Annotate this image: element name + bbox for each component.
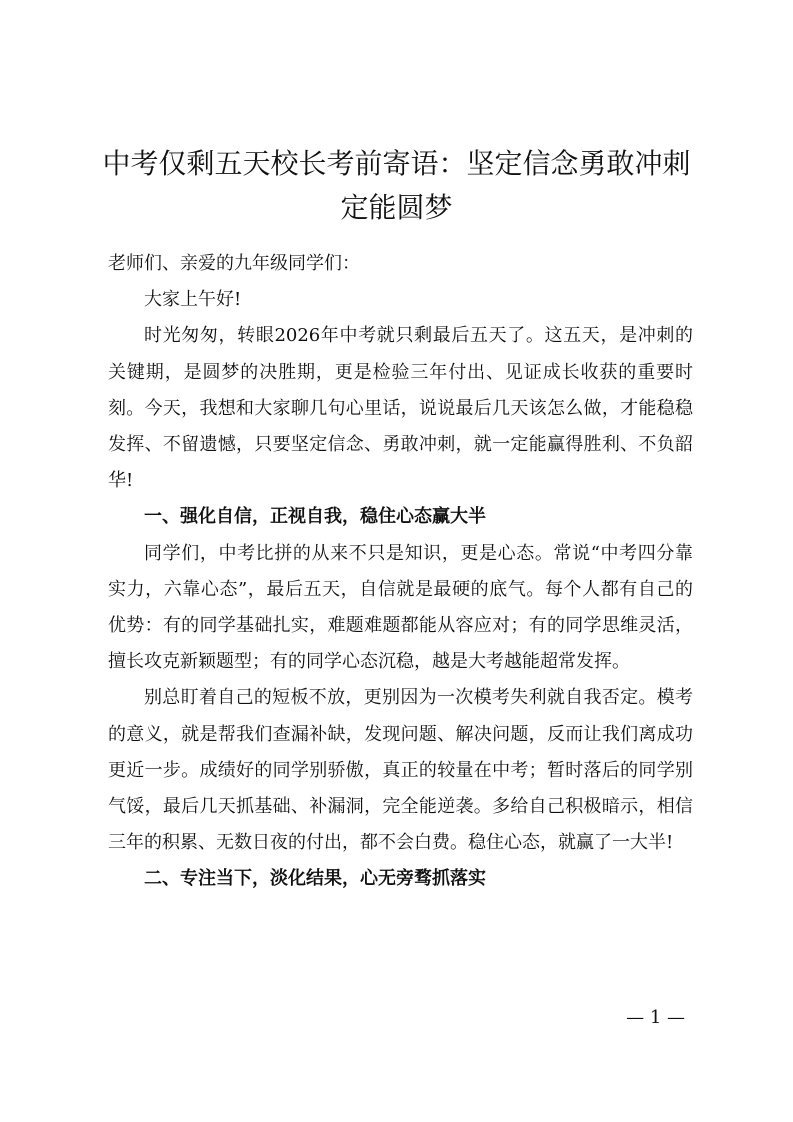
paragraph: 同学们，中考比拼的从来不只是知识，更是心态。常说“中考四分靠实力，六靠心态”，最后五天，自信就是最硬的底气。每个人都有自己的优势：有的同学基础扎实，难题难题都能从容应对；有的同学思维灵活，擅长攻克新颖题型；有的同学心态沉稳，越是大考越能超常发挥。 (108, 542, 693, 673)
document-title: 中考仅剩五天校长考前寄语：坚定信念勇敢冲刺定能圆梦 (102, 147, 691, 224)
document-body (108, 246, 693, 898)
greeting: 大家上午好! (144, 289, 242, 311)
section-heading: 一、强化自信，正视自我，稳住心态赢大半 (144, 506, 486, 528)
page-number: — 1 — (626, 1007, 685, 1028)
salutation: 老师们、亲爱的九年级同学们： (108, 253, 360, 274)
paragraph: 时光匆匆，转眼2026年中考就只剩最后五天了。这五天，是冲刺的关键期，是圆梦的决胜期，更是检验三年付出、见证成长收获的重要时刻。今天，我想和大家聊几句心里话，说说最后几天该怎么做，才能稳稳发挥、不留遗憾，只要坚定信念、勇敢冲刺，就一定能赢得胜利、不负韶华! (108, 325, 693, 492)
section-heading: 二、专注当下，淡化结果，心无旁骛抓落实 (144, 868, 486, 890)
paragraph: 别总盯着自己的短板不放，更别因为一次模考失利就自我否定。模考的意义，就是帮我们查漏补缺，发现问题、解决问题，反而让我们离成功更近一步。成绩好的同学别骄傲，真正的较量在中考；暂时落后的同学别气馁，最后几天抓基础、补漏洞，完全能逆袭。多给自己积极暗示，相信三年的积累、无数日夜的付出，都不会白费。稳住心态，就赢了一大半! (108, 687, 693, 854)
